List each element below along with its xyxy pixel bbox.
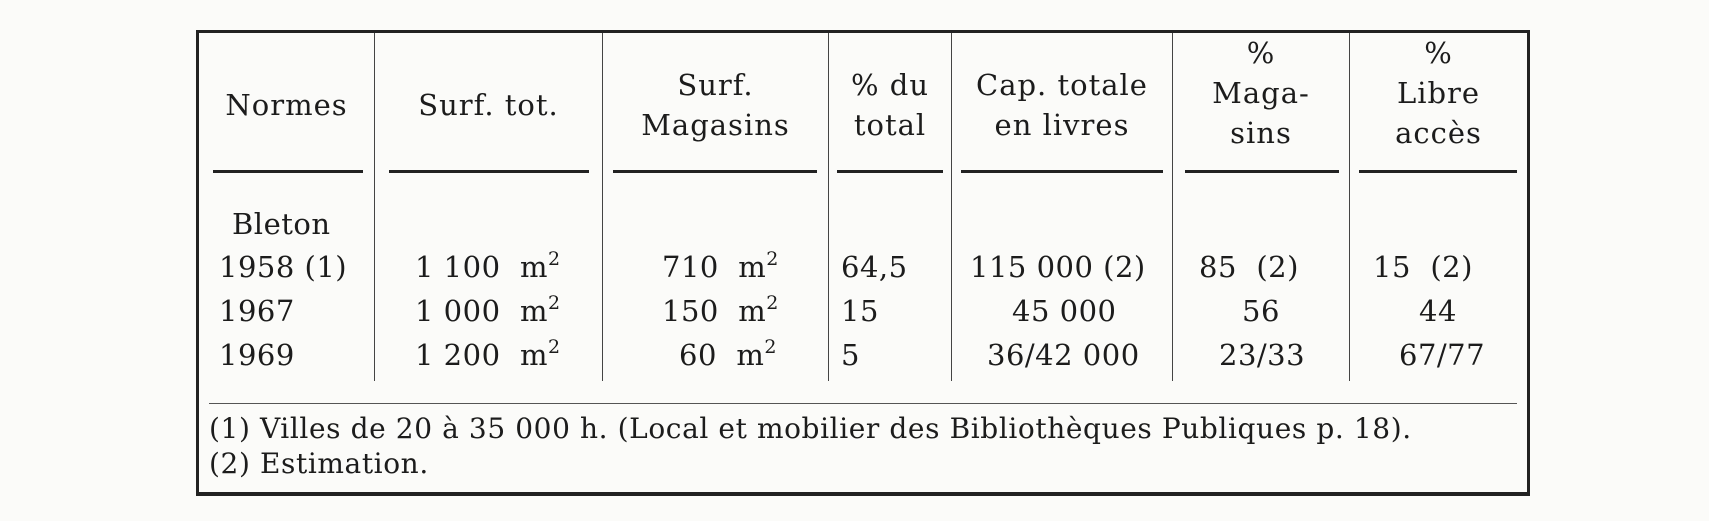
header-rule — [837, 170, 943, 173]
cell-surf-mag: 150 $m^2$ — [662, 292, 779, 328]
cell-pct-libre: 44 — [1419, 294, 1457, 328]
cell-pct-total: 64,5 — [841, 250, 908, 284]
header-surf-magasins: Surf. Magasins — [641, 68, 790, 142]
cell-norme: 1958 (1) — [219, 250, 348, 284]
cell-capacity: 45 000 — [1012, 294, 1117, 328]
header-pct-magasins: % Maga- sins — [1212, 36, 1310, 150]
footnote-2: (2) Estimation. — [209, 447, 429, 480]
cell-capacity: 36/42 000 — [987, 338, 1140, 372]
cell-pct-mag: 56 — [1242, 294, 1280, 328]
cell-pct-mag: 23/33 — [1219, 338, 1306, 372]
cell-pct-total: 15 — [841, 294, 879, 328]
cell-pct-total: 5 — [841, 338, 860, 372]
header-rule — [389, 170, 589, 173]
cell-pct-libre: 67/77 — [1399, 338, 1486, 372]
header-normes: Normes — [225, 88, 348, 122]
header-rule — [213, 170, 363, 173]
footnote-divider — [209, 403, 1517, 404]
cell-pct-mag: 85 (2) — [1199, 250, 1299, 284]
cell-surf-tot: 1 200 $m^2$ — [415, 336, 561, 372]
cell-surf-tot: 1 000 $m^2$ — [415, 292, 561, 328]
header-pct-total: % du total — [850, 68, 929, 142]
cell-surf-tot: 1 100 $m^2$ — [415, 248, 561, 284]
header-rule — [613, 170, 817, 173]
norms-table — [196, 30, 1530, 496]
cell-capacity: 115 000 (2) — [970, 250, 1146, 284]
cell-surf-mag: 60 $m^2$ — [679, 336, 777, 372]
header-capacity: Cap. totale en livres — [976, 68, 1148, 142]
footnote-1: (1) Villes de 20 à 35 000 h. (Local et mobilier des Bibliothèques Publiques p. 18). — [209, 412, 1412, 445]
group-label: Bleton — [232, 207, 331, 241]
header-pct-libre: % Libre accès — [1395, 36, 1482, 150]
cell-norme: 1967 — [219, 294, 295, 328]
header-rule — [1185, 170, 1339, 173]
header-surf-tot: Surf. tot. — [418, 88, 559, 122]
header-rule — [1359, 170, 1517, 173]
cell-norme: 1969 — [219, 338, 295, 372]
cell-pct-libre: 15 (2) — [1373, 250, 1473, 284]
cell-surf-mag: 710 $m^2$ — [662, 248, 779, 284]
header-rule — [961, 170, 1163, 173]
